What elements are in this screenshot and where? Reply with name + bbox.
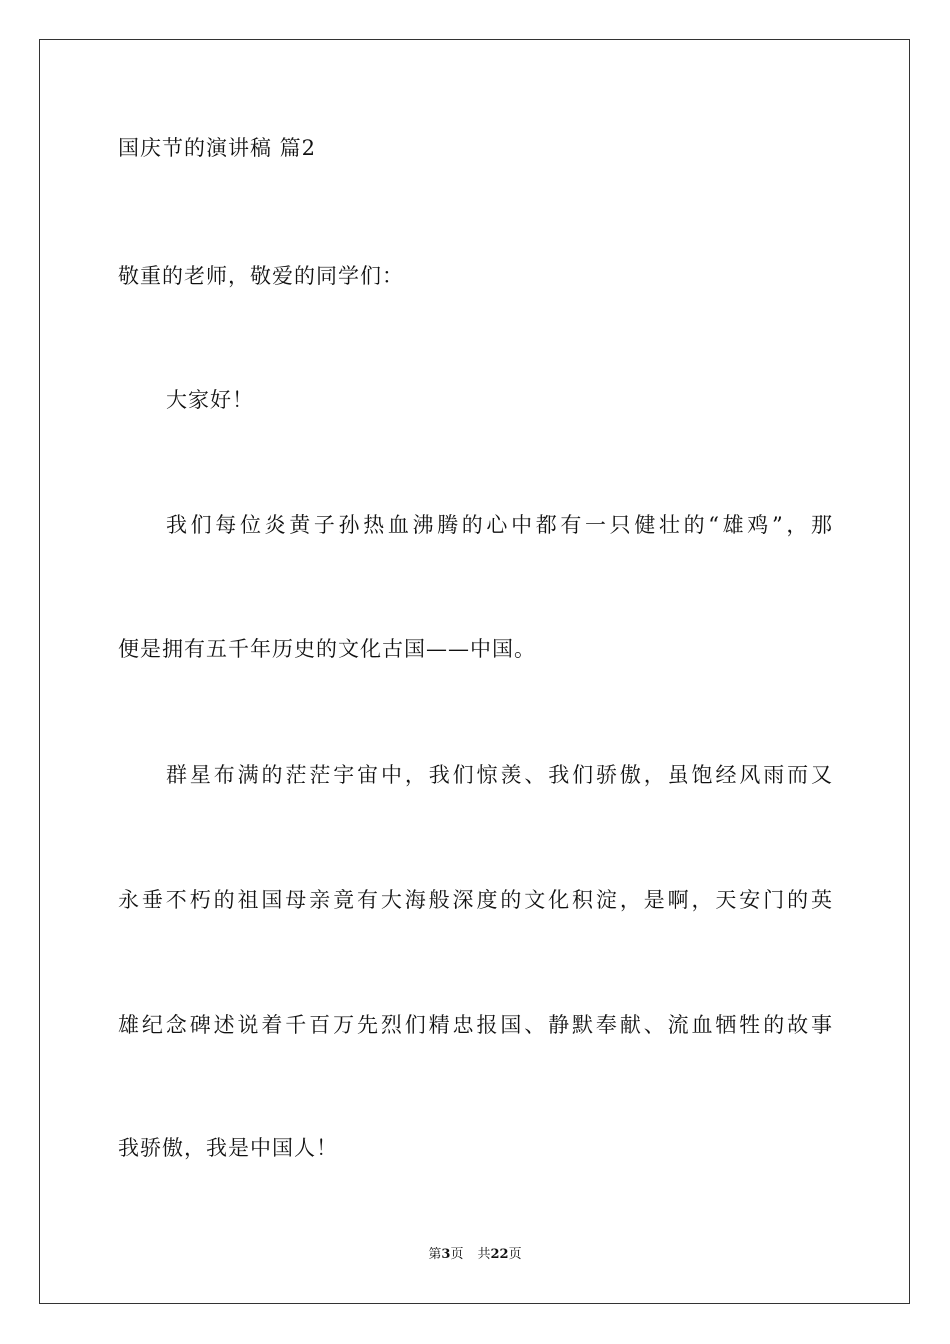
- paragraph-line: 便是拥有五千年历史的文化古国——中国。: [118, 637, 536, 661]
- paragraph-line: 永垂不朽的祖国母亲竟有大海般深度的文化积淀，是啊，天安门的英: [118, 888, 832, 912]
- footer-total-pages: 22: [490, 1247, 509, 1262]
- page-heading: 国庆节的演讲稿 篇2: [118, 136, 317, 160]
- greeting: 大家好！: [166, 388, 254, 412]
- footer-page-suffix: 页: [450, 1247, 464, 1262]
- footer-total-prefix: 共: [477, 1247, 491, 1262]
- footer-page-prefix: 第: [428, 1247, 442, 1262]
- paragraph-line: 我骄傲，我是中国人！: [118, 1136, 338, 1160]
- page-footer: [0, 1247, 950, 1263]
- paragraph-line: 我们每位炎黄子孙热血沸腾的心中都有一只健壮的“雄鸡”，那: [166, 513, 832, 537]
- paragraph-line: 群星布满的茫茫宇宙中，我们惊羡、我们骄傲，虽饱经风雨而又: [166, 763, 832, 787]
- salutation: 敬重的老师，敬爱的同学们：: [118, 264, 404, 288]
- footer-total-suffix: 页: [508, 1247, 522, 1262]
- footer-page-number: 3: [441, 1247, 451, 1262]
- paragraph-line: 雄纪念碑述说着千百万先烈们精忠报国、静默奉献、流血牺牲的故事: [118, 1013, 832, 1037]
- page-frame: [39, 39, 910, 1304]
